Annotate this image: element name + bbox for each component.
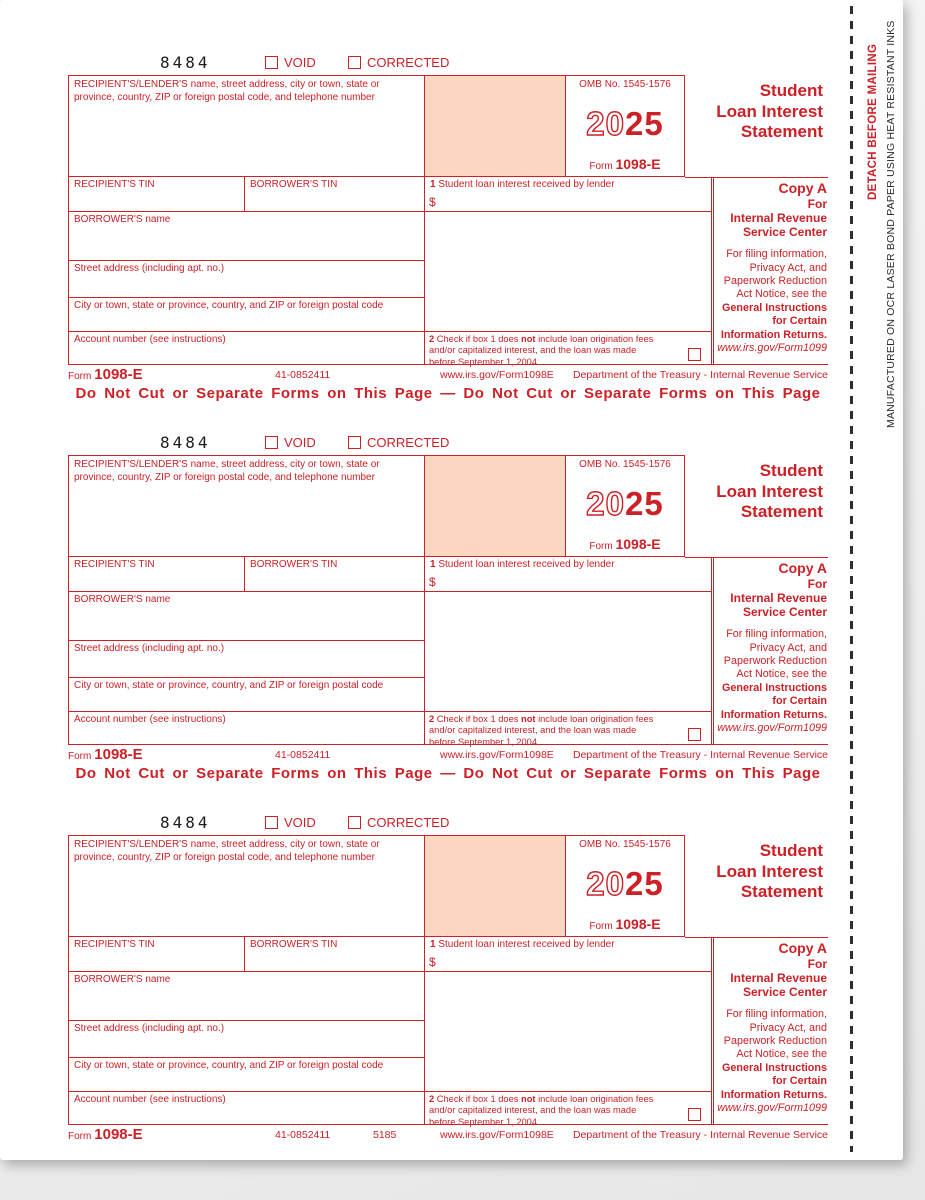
recipient-lender-label: RECIPIENT'S/LENDER'S name, street address, city or town, state or province, country, ZIP or foreign postal code, and telephone number bbox=[74, 839, 380, 863]
box1-interest-field[interactable] bbox=[425, 937, 712, 972]
box2-number: 2 bbox=[429, 334, 435, 344]
street-address-field[interactable] bbox=[68, 641, 425, 678]
borrower-name-label: BORROWER'S name bbox=[74, 594, 171, 605]
copy-a-bold-last: Information Returns bbox=[720, 328, 824, 341]
do-not-cut-text: Do Not Cut or Separate Forms on This Page — Do Not Cut or Separate Forms on This Page bbox=[75, 765, 821, 782]
copy-a-title: Copy A bbox=[778, 180, 827, 196]
form-word: Form bbox=[589, 920, 613, 932]
corrected-label: CORRECTED bbox=[367, 435, 450, 450]
void-label: VOID bbox=[284, 435, 316, 450]
box2-text bbox=[429, 334, 707, 368]
omb-number: OMB No. 1545-1576 bbox=[579, 79, 671, 90]
title-line-2: Loan Interest bbox=[716, 101, 823, 121]
copy-a-bold-2: for Certain bbox=[772, 315, 827, 328]
year-suffix: 25 bbox=[625, 105, 664, 142]
footer-form-number: 1098-E bbox=[94, 1126, 143, 1143]
recipient-tin-label: RECIPIENT'S TIN bbox=[74, 939, 155, 950]
void-label: VOID bbox=[284, 815, 316, 830]
copy-a-for: For bbox=[807, 576, 827, 591]
corrected-checkbox[interactable] bbox=[348, 56, 361, 69]
borrower-tin-label: BORROWER'S TIN bbox=[250, 559, 338, 570]
corrected-checkbox[interactable] bbox=[348, 816, 361, 829]
tax-year bbox=[586, 867, 663, 900]
box2-line1b: include loan origination fees bbox=[535, 714, 654, 724]
box2-not: not bbox=[521, 714, 536, 724]
box2-line1a: Check if box 1 does bbox=[436, 1094, 522, 1104]
recipient-lender-label: RECIPIENT'S/LENDER'S name, street address, city or town, state or province, country, ZIP or foreign postal code, and telephone number bbox=[74, 79, 380, 103]
box2-line3: before September 1, 2004 bbox=[429, 1116, 538, 1127]
title-line-3: Statement bbox=[740, 122, 823, 142]
shaded-scan-area bbox=[425, 835, 565, 937]
year-prefix: 20 bbox=[586, 485, 625, 522]
recipient-tin-label: RECIPIENT'S TIN bbox=[74, 179, 155, 190]
copy-a-notice-2: Privacy Act, and bbox=[749, 1021, 827, 1034]
form-footer bbox=[68, 366, 828, 382]
city-state-zip-label: City or town, state or province, country, and ZIP or foreign postal code bbox=[74, 300, 384, 311]
copy-a-content bbox=[715, 560, 827, 735]
box2-number: 2 bbox=[429, 714, 435, 724]
copy-a-bold-1: General Instructions bbox=[722, 1061, 827, 1074]
year-prefix: 20 bbox=[586, 105, 625, 142]
box2-line1a: Check if box 1 does bbox=[436, 714, 522, 724]
box2-field bbox=[425, 712, 712, 745]
omb-number: OMB No. 1545-1576 bbox=[579, 839, 671, 850]
copy-a-notice-2: Privacy Act, and bbox=[749, 261, 827, 274]
form-word: Form bbox=[589, 540, 613, 552]
recipient-lender-field[interactable] bbox=[68, 455, 425, 557]
omb-year-cell bbox=[565, 835, 685, 937]
form-title bbox=[688, 455, 828, 557]
footer-irs-url: www.irs.gov/Form1098E bbox=[440, 749, 554, 761]
borrower-tin-label: BORROWER'S TIN bbox=[250, 179, 338, 190]
copy-a-bold-last: Information Returns bbox=[720, 1088, 824, 1101]
title-line-1: Student bbox=[759, 841, 823, 860]
borrower-tin-label: BORROWER'S TIN bbox=[250, 939, 338, 950]
copy-a-url: www.irs.gov/Form1099 bbox=[717, 1101, 827, 1114]
copy-a-irs2: Service Center bbox=[742, 225, 827, 240]
account-number-field[interactable] bbox=[68, 1092, 425, 1125]
account-number-label: Account number (see instructions) bbox=[74, 1094, 226, 1105]
copy-a-content bbox=[715, 940, 827, 1115]
borrower-name-field[interactable] bbox=[68, 972, 425, 1021]
borrower-name-field[interactable] bbox=[68, 592, 425, 641]
box2-text bbox=[429, 1094, 707, 1128]
copy-a-bold-3 bbox=[715, 1089, 827, 1102]
recipient-tin-field[interactable] bbox=[68, 177, 245, 212]
borrower-name-field[interactable] bbox=[68, 212, 425, 261]
footer-department: Department of the Treasury - Internal Revenue Service bbox=[572, 369, 828, 381]
box1-label: Student loan interest received by lender bbox=[438, 559, 615, 570]
form-id bbox=[589, 916, 660, 934]
copy-a-bold-2: for Certain bbox=[772, 1075, 827, 1088]
footer-form-word: Form bbox=[68, 371, 92, 382]
copy-a-bold-2: for Certain bbox=[772, 695, 827, 708]
borrower-name-label: BORROWER'S name bbox=[74, 214, 171, 225]
copy-a-period: . bbox=[824, 708, 827, 721]
footer-form-number: 1098-E bbox=[94, 746, 143, 763]
footer-form-id bbox=[68, 366, 143, 383]
street-address-label: Street address (including apt. no.) bbox=[74, 1023, 225, 1034]
detach-before-mailing-text: DETACH BEFORE MAILING bbox=[867, 43, 879, 200]
form-border-box bbox=[68, 455, 828, 745]
do-not-cut-text: Do Not Cut or Separate Forms on This Page — Do Not Cut or Separate Forms on This Page bbox=[75, 385, 821, 402]
title-line-3: Statement bbox=[740, 882, 823, 902]
copy-a-url: www.irs.gov/Form1099 bbox=[717, 341, 827, 354]
ocr-scan-code: 8484 bbox=[160, 433, 211, 452]
copy-a-title: Copy A bbox=[778, 560, 827, 576]
box1-number: 1 bbox=[430, 559, 436, 570]
box2-field bbox=[425, 1092, 712, 1125]
ocr-scan-code: 8484 bbox=[160, 53, 211, 72]
form-id bbox=[589, 536, 660, 554]
account-number-field[interactable] bbox=[68, 332, 425, 365]
copy-a-notice-3: Paperwork Reduction bbox=[723, 655, 827, 668]
borrower-name-label: BORROWER'S name bbox=[74, 974, 171, 985]
box2-line2: and/or capitalized interest, and the loan was made bbox=[429, 725, 637, 736]
account-number-field[interactable] bbox=[68, 712, 425, 745]
street-address-field[interactable] bbox=[68, 1021, 425, 1058]
copy-a-title: Copy A bbox=[778, 940, 827, 956]
title-line-2: Loan Interest bbox=[716, 481, 823, 501]
street-address-field[interactable] bbox=[68, 261, 425, 298]
copy-a-notice-4: Act Notice, see the bbox=[736, 668, 827, 681]
copy-a-divider bbox=[713, 938, 714, 1124]
footer-irs-url: www.irs.gov/Form1098E bbox=[440, 369, 554, 381]
tax-year bbox=[586, 107, 663, 140]
copy-a-for: For bbox=[807, 956, 827, 971]
box1-interest-field[interactable] bbox=[425, 177, 712, 212]
box2-line1a: Check if box 1 does bbox=[436, 334, 522, 344]
footer-form-word: Form bbox=[68, 1131, 92, 1142]
title-line-1: Student bbox=[759, 81, 823, 100]
copy-a-period: . bbox=[824, 1088, 827, 1101]
copy-a-notice-4: Act Notice, see the bbox=[736, 288, 827, 301]
borrower-tin-field[interactable] bbox=[245, 937, 425, 972]
box1-number: 1 bbox=[430, 179, 436, 190]
footer-control-number: 41-0852411 bbox=[275, 749, 331, 761]
copy-a-column bbox=[685, 557, 828, 745]
copy-a-content bbox=[715, 180, 827, 355]
form-word: Form bbox=[589, 160, 613, 172]
omb-year-cell bbox=[565, 455, 685, 557]
copy-a-notice-1: For filing information, bbox=[726, 1008, 827, 1021]
form-border-box bbox=[68, 75, 828, 365]
copy-a-irs1: Internal Revenue bbox=[730, 210, 827, 225]
box2-line2: and/or capitalized interest, and the loan was made bbox=[429, 345, 637, 356]
footer-form-number: 1098-E bbox=[94, 366, 143, 383]
shaded-scan-area bbox=[425, 75, 565, 177]
void-checkbox[interactable] bbox=[265, 816, 278, 829]
form-border-box bbox=[68, 835, 828, 1125]
form-number: 1098-E bbox=[615, 535, 661, 552]
dollar-sign: $ bbox=[429, 195, 436, 209]
manufactured-notice-text: MANUFACTURED ON OCR LASER BOND PAPER USING HEAT RESISTANT INKS bbox=[885, 20, 897, 428]
form-id bbox=[589, 156, 660, 174]
box1-interest-field[interactable] bbox=[425, 557, 712, 592]
copy-a-bold-3 bbox=[715, 329, 827, 342]
footer-control-number: 41-0852411 bbox=[275, 369, 331, 381]
shaded-scan-area bbox=[425, 455, 565, 557]
dollar-sign: $ bbox=[429, 575, 436, 589]
copy-a-bold-3 bbox=[715, 709, 827, 722]
form-title bbox=[688, 835, 828, 937]
ocr-scan-code: 8484 bbox=[160, 813, 211, 832]
copy-a-period: . bbox=[824, 328, 827, 341]
box2-line1b: include loan origination fees bbox=[535, 1094, 654, 1104]
omb-number: OMB No. 1545-1576 bbox=[579, 459, 671, 470]
form-title bbox=[688, 75, 828, 177]
box2-not: not bbox=[521, 1094, 536, 1104]
form-footer bbox=[68, 746, 828, 762]
recipient-tin-label: RECIPIENT'S TIN bbox=[74, 559, 155, 570]
form-1098e-copy bbox=[68, 435, 828, 787]
copy-a-notice-3: Paperwork Reduction bbox=[723, 275, 827, 288]
city-state-zip-label: City or town, state or province, country, and ZIP or foreign postal code bbox=[74, 680, 384, 691]
perforation-dashed-line bbox=[850, 6, 853, 1152]
footer-printer-code: 5185 bbox=[373, 1129, 397, 1141]
recipient-tin-field[interactable] bbox=[68, 937, 245, 972]
form-footer bbox=[68, 1126, 828, 1142]
box1-label: Student loan interest received by lender bbox=[438, 939, 615, 950]
footer-form-id bbox=[68, 746, 143, 763]
copy-a-column bbox=[685, 177, 828, 365]
recipient-lender-field[interactable] bbox=[68, 75, 425, 177]
copy-a-url: www.irs.gov/Form1099 bbox=[717, 721, 827, 734]
city-state-zip-field[interactable] bbox=[68, 298, 425, 332]
footer-irs-url: www.irs.gov/Form1098E bbox=[440, 1129, 554, 1141]
copy-a-irs2: Service Center bbox=[742, 605, 827, 620]
copy-a-bold-1: General Instructions bbox=[722, 301, 827, 314]
copy-a-divider bbox=[713, 558, 714, 744]
footer-department: Department of the Treasury - Internal Revenue Service bbox=[572, 749, 828, 761]
form-number: 1098-E bbox=[615, 155, 661, 172]
city-state-zip-label: City or town, state or province, country, and ZIP or foreign postal code bbox=[74, 1060, 384, 1071]
footer-form-id bbox=[68, 1126, 143, 1143]
dot-leaders: . . . . . . . . . bbox=[539, 356, 651, 367]
footer-department: Department of the Treasury - Internal Revenue Service bbox=[572, 1129, 828, 1141]
omb-year-cell bbox=[565, 75, 685, 177]
dollar-sign: $ bbox=[429, 955, 436, 969]
recipient-lender-label: RECIPIENT'S/LENDER'S name, street address, city or town, state or province, country, ZIP or foreign postal code, and telephone number bbox=[74, 459, 380, 483]
footer-form-word: Form bbox=[68, 751, 92, 762]
borrower-tin-field[interactable] bbox=[245, 177, 425, 212]
account-number-label: Account number (see instructions) bbox=[74, 334, 226, 345]
title-line-1: Student bbox=[759, 461, 823, 480]
blank-entry-area bbox=[425, 972, 712, 1092]
copy-a-notice-2: Privacy Act, and bbox=[749, 641, 827, 654]
box2-number: 2 bbox=[429, 1094, 435, 1104]
box2-line3: before September 1, 2004 bbox=[429, 736, 538, 747]
title-line-2: Loan Interest bbox=[716, 861, 823, 881]
copy-a-bold-1: General Instructions bbox=[722, 681, 827, 694]
box2-field bbox=[425, 332, 712, 365]
city-state-zip-field[interactable] bbox=[68, 678, 425, 712]
box2-not: not bbox=[521, 334, 536, 344]
year-prefix: 20 bbox=[586, 865, 625, 902]
copy-a-column bbox=[685, 937, 828, 1125]
corrected-label: CORRECTED bbox=[367, 55, 450, 70]
title-line-3: Statement bbox=[740, 502, 823, 522]
copy-a-divider bbox=[713, 178, 714, 364]
copy-a-irs1: Internal Revenue bbox=[730, 970, 827, 985]
void-label: VOID bbox=[284, 55, 316, 70]
city-state-zip-field[interactable] bbox=[68, 1058, 425, 1092]
box2-line3: before September 1, 2004 bbox=[429, 356, 538, 367]
dot-leaders: . . . . . . . . . bbox=[539, 736, 651, 747]
year-suffix: 25 bbox=[625, 865, 664, 902]
blank-entry-area bbox=[425, 592, 712, 712]
form-1098e-copy bbox=[68, 815, 828, 1167]
copy-a-notice-4: Act Notice, see the bbox=[736, 1048, 827, 1061]
box2-line2: and/or capitalized interest, and the loan was made bbox=[429, 1105, 637, 1116]
borrower-tin-field[interactable] bbox=[245, 557, 425, 592]
copy-a-irs2: Service Center bbox=[742, 985, 827, 1000]
form-1098e-copy bbox=[68, 55, 828, 407]
recipient-tin-field[interactable] bbox=[68, 557, 245, 592]
box1-number: 1 bbox=[430, 939, 436, 950]
footer-control-number: 41-0852411 bbox=[275, 1129, 331, 1141]
copy-a-notice-1: For filing information, bbox=[726, 248, 827, 261]
recipient-lender-field[interactable] bbox=[68, 835, 425, 937]
copy-a-notice-3: Paperwork Reduction bbox=[723, 1035, 827, 1048]
year-suffix: 25 bbox=[625, 485, 664, 522]
street-address-label: Street address (including apt. no.) bbox=[74, 263, 225, 274]
void-checkbox[interactable] bbox=[265, 56, 278, 69]
copy-a-irs1: Internal Revenue bbox=[730, 590, 827, 605]
form-number: 1098-E bbox=[615, 915, 661, 932]
copy-a-bold-last: Information Returns bbox=[720, 708, 824, 721]
corrected-checkbox[interactable] bbox=[348, 436, 361, 449]
dot-leaders: . . . . . . . . . bbox=[539, 1116, 651, 1127]
tax-year bbox=[586, 487, 663, 520]
box1-label: Student loan interest received by lender bbox=[438, 179, 615, 190]
account-number-label: Account number (see instructions) bbox=[74, 714, 226, 725]
copy-a-notice-1: For filing information, bbox=[726, 628, 827, 641]
box2-line1b: include loan origination fees bbox=[535, 334, 654, 344]
box2-text bbox=[429, 714, 707, 748]
corrected-label: CORRECTED bbox=[367, 815, 450, 830]
copy-a-for: For bbox=[807, 196, 827, 211]
blank-entry-area bbox=[425, 212, 712, 332]
void-checkbox[interactable] bbox=[265, 436, 278, 449]
street-address-label: Street address (including apt. no.) bbox=[74, 643, 225, 654]
